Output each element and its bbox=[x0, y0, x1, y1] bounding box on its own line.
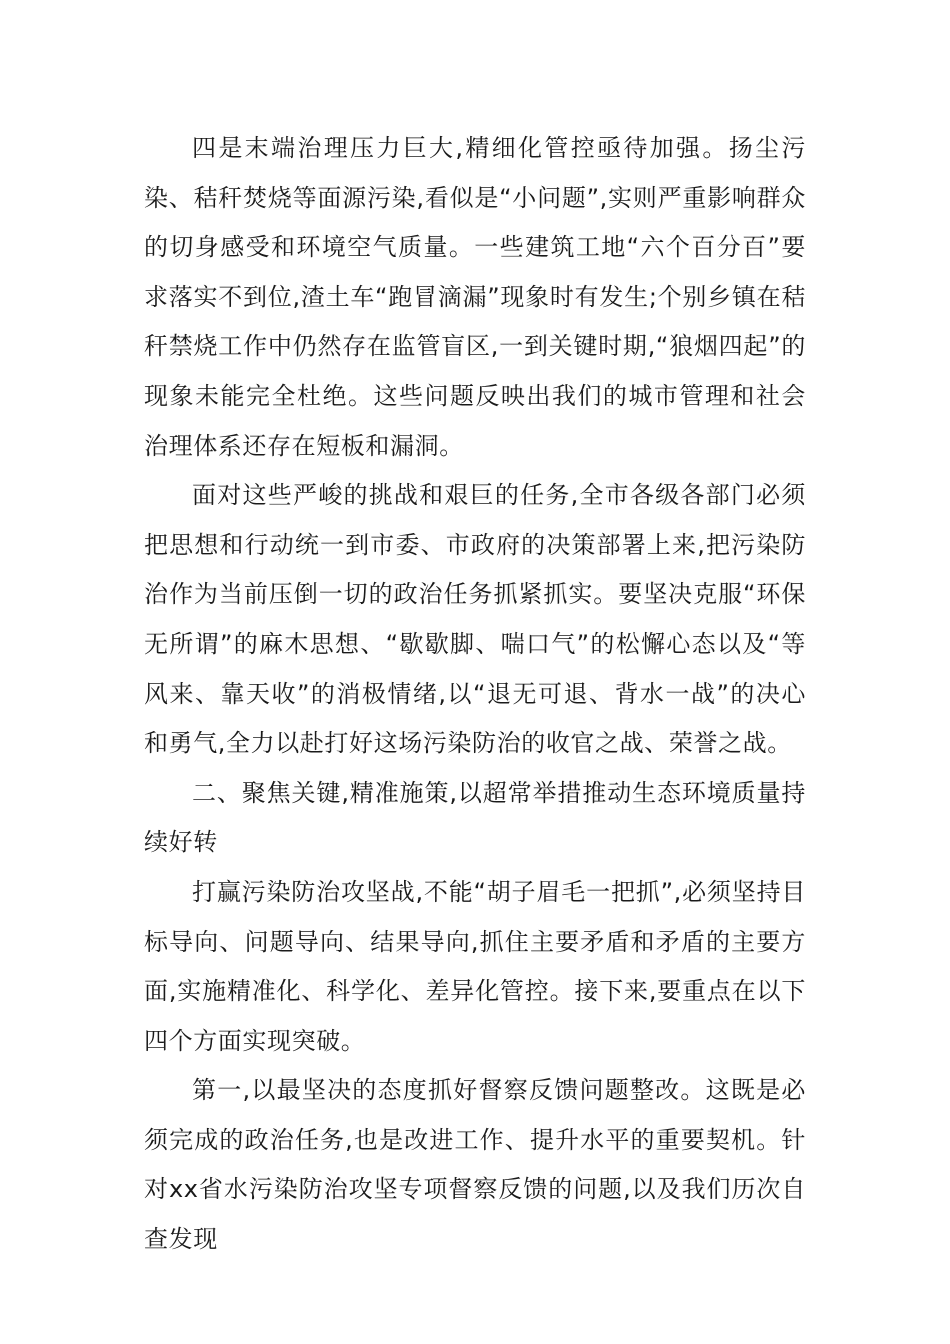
paragraph-challenges: 面对这些严峻的挑战和艰巨的任务,全市各级各部门必须把思想和行动统一到市委、市政府的决策部署上来,把污染防治作为当前压倒一切的政治任务抓紧抓实。要坚决克服“环保无所谓”的麻木思想、“歇歇脚、喘口气”的松懈心态以及“等风来、靠天收”的消极情绪,以“退无可退、背水一战”的决心和勇气,全力以赴打好这场污染防治的收官之战、荣誉之战。 bbox=[144, 481, 806, 758]
paragraph-end-governance: 四是末端治理压力巨大,精细化管控亟待加强。扬尘污染、秸秆焚烧等面源污染,看似是“小问题”,实则严重影响群众的切身感受和环境空气质量。一些建筑工地“六个百分百”要求落实不到位,渣土车“跑冒滴漏”现象时有发生;个别乡镇在秸秆禁烧工作中仍然存在监管盲区,一到关键时期,“狼烟四起”的现象未能完全杜绝。这些问题反映出我们的城市管理和社会治理体系还存在短板和漏洞。 bbox=[144, 134, 806, 460]
paragraph-targeted-measures: 打赢污染防治攻坚战,不能“胡子眉毛一把抓”,必须坚持目标导向、问题导向、结果导向,抓住主要矛盾和矛盾的主要方面,实施精准化、科学化、差异化管控。接下来,要重点在以下四个方面实现突破。 bbox=[144, 877, 806, 1055]
section-heading-two: 二、聚焦关键,精准施策,以超常举措推动生态环境质量持续好转 bbox=[144, 778, 806, 857]
paragraph-first-rectification: 第一,以最坚决的态度抓好督察反馈问题整改。这既是必须完成的政治任务,也是改进工作、提升水平的重要契机。针对xx省水污染防治攻坚专项督察反馈的问题,以及我们历次自查发现 bbox=[144, 1076, 806, 1254]
document-body bbox=[144, 124, 806, 1265]
